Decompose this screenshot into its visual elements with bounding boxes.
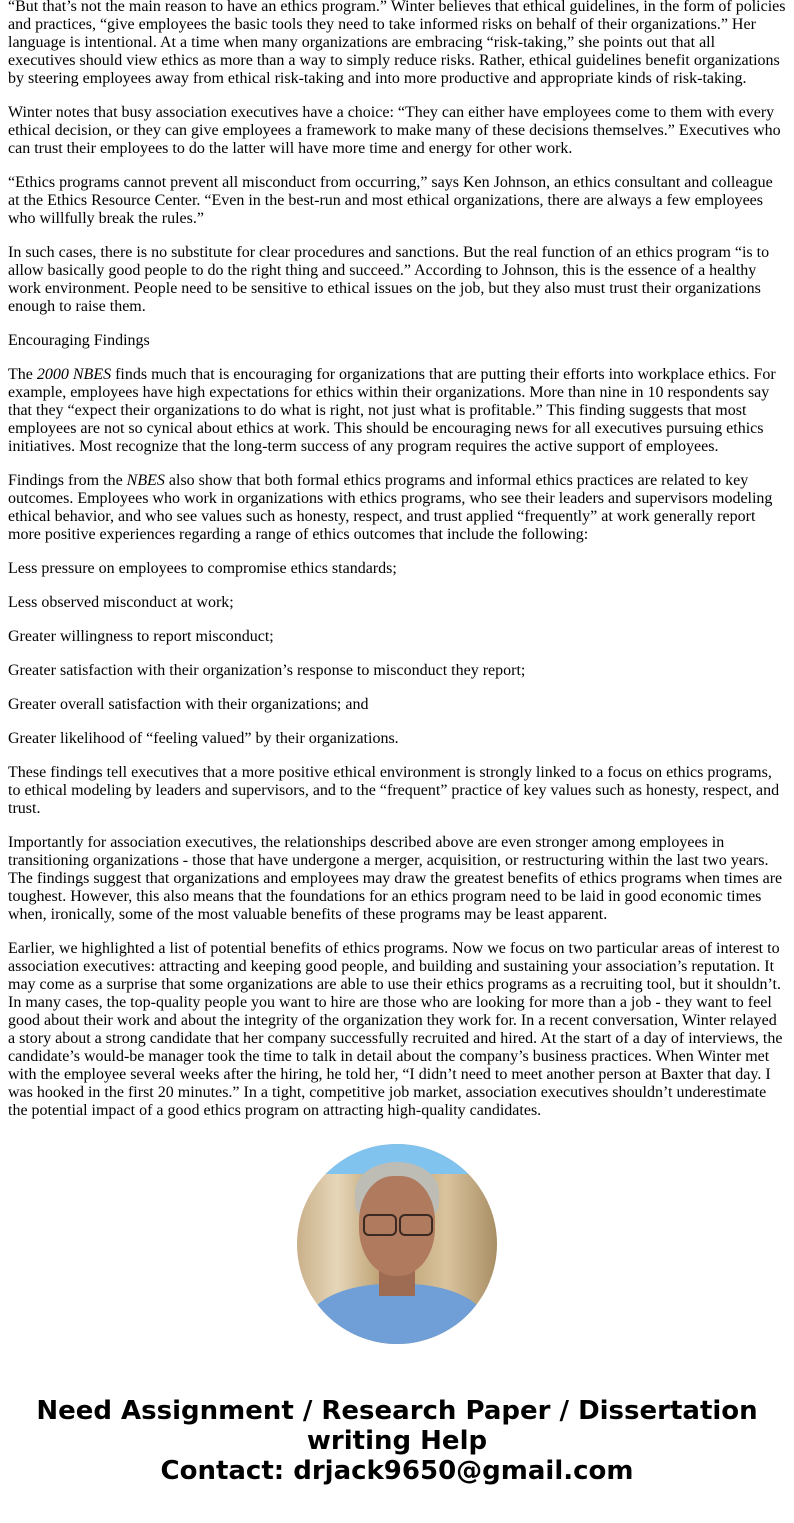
text: also show that both formal ethics programs and informal ethics practices are related to key outcomes. Employees who work in organizations with ethics programs, who see their leaders and supervisors modeling ethical behavior, and who see values such as honesty, respect, and trust applied “frequently” at work generally report more positive experiences regarding a range of ethics outcomes that include the following: bbox=[8, 472, 773, 543]
paragraph: These findings tell executives that a more positive ethical environment is strongly linked to a focus on ethics programs, to ethical modeling by leaders and supervisors, and to the “frequent” practice of key values such as honesty, respect, and trust. bbox=[8, 764, 780, 817]
promo-line: writing Help bbox=[306, 1426, 488, 1456]
author-photo bbox=[297, 1144, 497, 1344]
paragraph: “But that’s not the main reason to have an ethics program.” Winter believes that ethical guidelines, in the form of policies and practices, “give employees the basic tools they need to take informed risks on behalf of their organizations.” Her language is intentional. At a time when many organizations are embracing “risk-taking,” she points out that all executives should view ethics as more than a way to simply reduce risks. Rather, ethical guidelines benefit organizations by steering employees away from ethical risk-taking and into more productive and appropriate kinds of risk-taking. bbox=[8, 0, 786, 87]
text: The bbox=[8, 366, 37, 383]
outcome-item: Greater overall satisfaction with their organizations; and bbox=[8, 696, 369, 713]
author-photo-container bbox=[0, 1144, 794, 1344]
paragraph: In such cases, there is no substitute for clear procedures and sanctions. But the real function of an ethics program “is to allow basically good people to do the right thing and succeed.” According to Johnson, this is the essence of a healthy work environment. People need to be sensitive to ethical issues on the job, but they also must trust their organizations enough to raise them. bbox=[8, 244, 770, 315]
promo-banner bbox=[0, 1396, 794, 1516]
text: finds much that is encouraging for organizations that are putting their efforts into workplace ethics. For example, employees have high expectations for ethics within their organizations. More than nine in 10 respondents say that they “expect their organizations to do what is right, not just what is profitable.” This finding suggests that most employees are not so cynical about ethics at work. This should be encouraging news for all executives pursuing ethics initiatives. Most recognize that the long-term success of any program requires the active support of employees. bbox=[8, 366, 776, 455]
outcome-item: Less observed misconduct at work; bbox=[8, 594, 234, 611]
paragraph bbox=[8, 472, 786, 544]
glasses-icon bbox=[361, 1214, 433, 1234]
paragraph: Importantly for association executives, the relationships described above are even stronger among employees in transitioning organizations - those that have undergone a merger, acquisition, or restructuring within the last two years. The findings suggest that organizations and employees may draw the greatest benefits of ethics programs when times are toughest. However, this also means that the foundations for an ethics program need to be laid in good economic times when, ironically, some of the most valuable benefits of these programs may be least apparent. bbox=[8, 834, 783, 923]
paragraph: “Ethics programs cannot prevent all misconduct from occurring,” says Ken Johnson, an ethics consultant and colleague at the Ethics Resource Center. “Even in the best-run and most ethical organizations, there are always a few employees who willfully break the rules.” bbox=[8, 174, 773, 227]
outcome-item: Less pressure on employees to compromise ethics standards; bbox=[8, 560, 397, 577]
paragraph: Earlier, we highlighted a list of potential benefits of ethics programs. Now we focus on two particular areas of interest to association executives: attracting and keeping good people, and building and sustaining your association’s reputation. It may come as a surprise that some organizations are able to use their ethics programs as a recruiting tool, but it shouldn’t. In many cases, the top-quality people you want to hire are those who are looking for more than a job - they want to feel good about their work and about the integrity of the organization they work for. In a recent conversation, Winter relayed a story about a strong candidate that her company successfully recruited and hired. At the start of a day of interviews, the candidate’s would-be manager took the time to talk in detail about the company’s business practices. When Winter met with the employee several weeks after the hiring, he told her, “I didn’t need to meet another person at Baxter that day. I was hooked in the first 20 minutes.” In a tight, competitive job market, association executives shouldn’t underestimate the potential impact of a good ethics program on attracting high-quality candidates. bbox=[8, 940, 783, 1119]
report-title: NBES bbox=[126, 472, 165, 489]
text: Findings from the bbox=[8, 472, 127, 489]
outcome-item: Greater satisfaction with their organization’s response to misconduct they report; bbox=[8, 662, 526, 679]
report-title: 2000 NBES bbox=[36, 366, 112, 383]
paragraph: Winter notes that busy association executives have a choice: “They can either have employees come to them with every ethical decision, or they can give employees a framework to make many of these decisions themselves.” Executives who can trust their employees to do the latter will have more time and energy for other work. bbox=[8, 104, 781, 157]
outcome-item: Greater likelihood of “feeling valued” by their organizations. bbox=[8, 730, 399, 747]
promo-line: Need Assignment / Research Paper / Dissertation bbox=[36, 1396, 758, 1426]
contact-email: Contact: drjack9650@gmail.com bbox=[160, 1456, 634, 1486]
section-heading: Encouraging Findings bbox=[8, 332, 150, 349]
outcome-item: Greater willingness to report misconduct; bbox=[8, 628, 274, 645]
paragraph bbox=[8, 366, 786, 456]
